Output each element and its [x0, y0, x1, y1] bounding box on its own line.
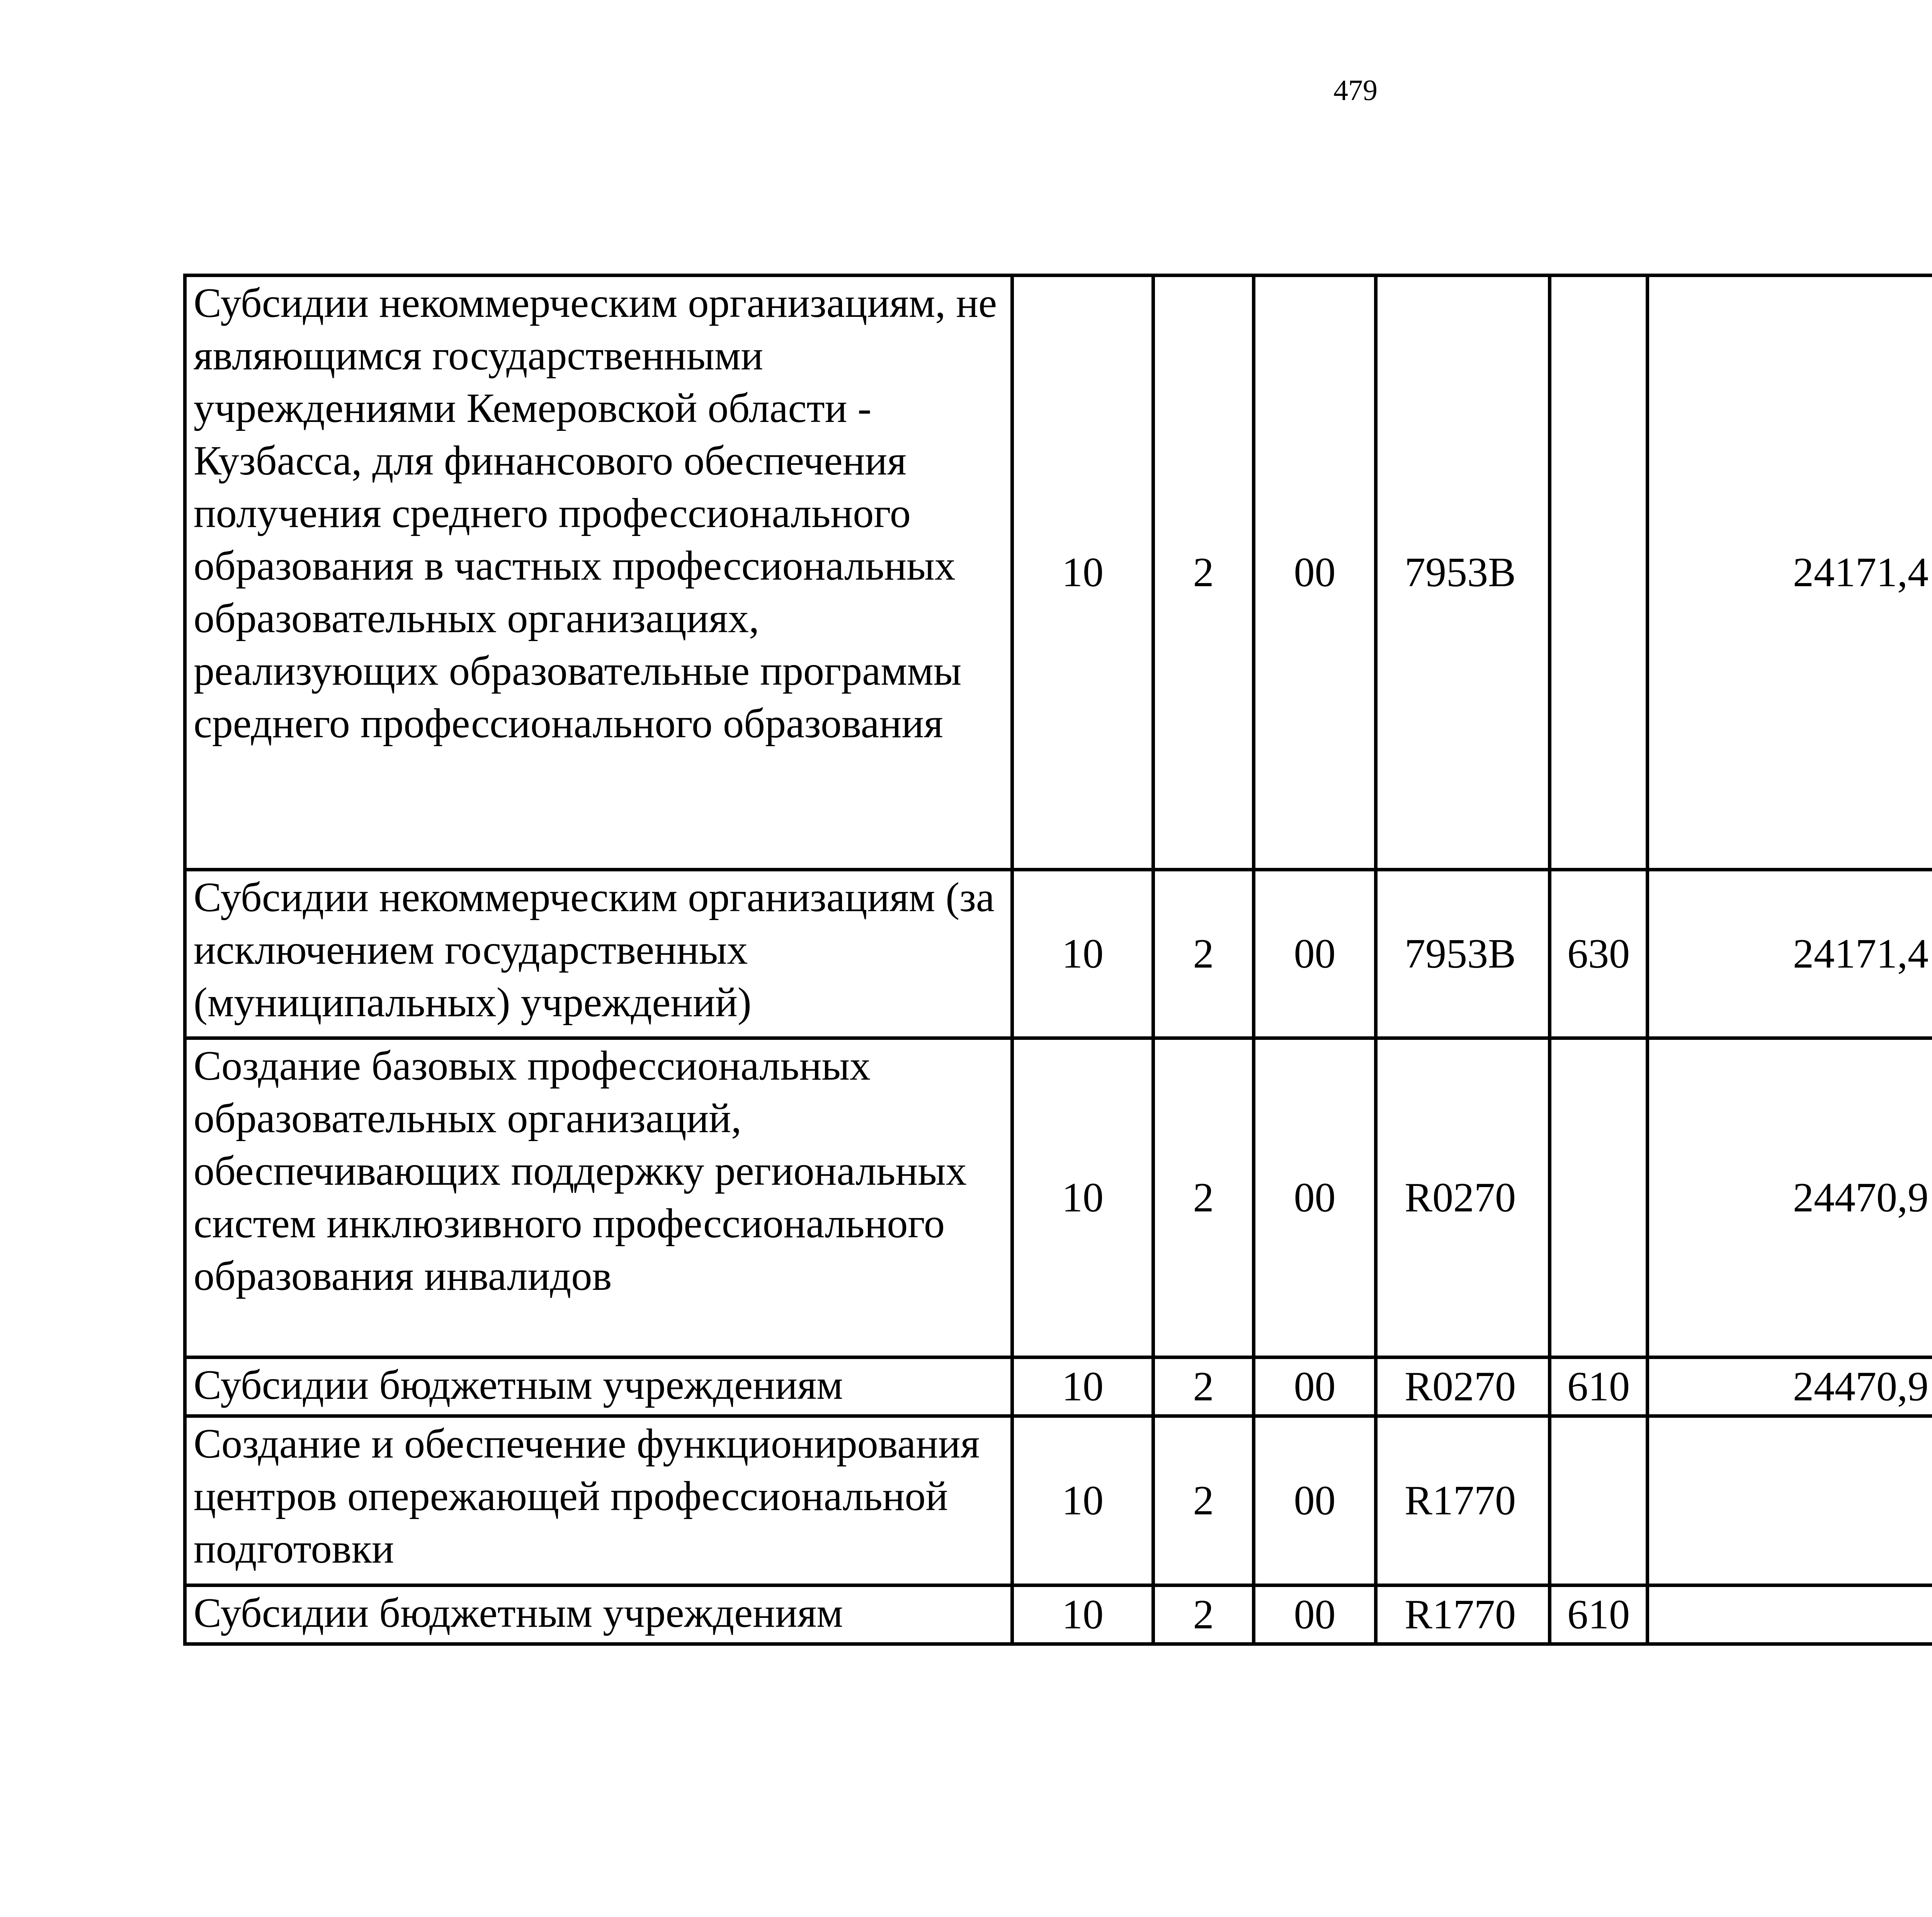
- row-description: Создание и обеспечение функционирования центров опережающей профессиональной подготовки: [185, 1416, 1012, 1585]
- program-cell: 00: [1254, 1416, 1376, 1585]
- program-cell: 00: [1254, 1585, 1376, 1644]
- section-cell: 10: [1012, 1038, 1153, 1357]
- value-1-cell: 24171,4: [1648, 276, 1932, 870]
- row-description: Субсидии некоммерческим организациям (за исключением государственных (муниципальных) учреждений): [185, 870, 1012, 1038]
- program-cell: 00: [1254, 1357, 1376, 1416]
- expense-type-cell: [1550, 1038, 1648, 1357]
- value-1-cell: [1648, 1585, 1932, 1644]
- expense-type-cell: 610: [1550, 1357, 1648, 1416]
- value-1-cell: 24470,9: [1648, 1357, 1932, 1416]
- page-number: 479: [1333, 74, 1378, 107]
- subsection-cell: 2: [1153, 1416, 1254, 1585]
- item-code-cell: R0270: [1376, 1357, 1550, 1416]
- program-cell: 00: [1254, 276, 1376, 870]
- expense-type-cell: [1550, 276, 1648, 870]
- item-code-cell: 7953В: [1376, 870, 1550, 1038]
- table-row: [185, 870, 1932, 1038]
- item-code-cell: R1770: [1376, 1416, 1550, 1585]
- section-cell: 10: [1012, 870, 1153, 1038]
- subsection-cell: 2: [1153, 1357, 1254, 1416]
- value-1-cell: 24470,9: [1648, 1038, 1932, 1357]
- row-description: Субсидии бюджетным учреждениям: [185, 1357, 1012, 1416]
- table-row: [185, 1357, 1932, 1416]
- table-row: [185, 1038, 1932, 1357]
- subsection-cell: 2: [1153, 1038, 1254, 1357]
- table-row: [185, 1416, 1932, 1585]
- row-description: Создание базовых профессиональных образовательных организаций, обеспечивающих поддержку региональных систем инклюзивного профессионального образования инвалидов: [185, 1038, 1012, 1357]
- value-1-cell: [1648, 1416, 1932, 1585]
- subsection-cell: 2: [1153, 276, 1254, 870]
- expense-type-cell: 610: [1550, 1585, 1648, 1644]
- program-cell: 00: [1254, 870, 1376, 1038]
- table-row: [185, 1585, 1932, 1644]
- row-description: Субсидии некоммерческим организациям, не являющимся государственными учреждениями Кемеровской области - Кузбасса, для финансового обеспечения получения среднего профессионального образования в частных профессиональных образовательных организациях, реализующих образовательные программы среднего профессионального образования: [185, 276, 1012, 870]
- expense-type-cell: [1550, 1416, 1648, 1585]
- subsection-cell: 2: [1153, 870, 1254, 1038]
- table-row: [185, 276, 1932, 870]
- budget-table: [183, 274, 1932, 1646]
- item-code-cell: 7953В: [1376, 276, 1550, 870]
- expense-type-cell: 630: [1550, 870, 1648, 1038]
- section-cell: 10: [1012, 1357, 1153, 1416]
- section-cell: 10: [1012, 1416, 1153, 1585]
- subsection-cell: 2: [1153, 1585, 1254, 1644]
- item-code-cell: R1770: [1376, 1585, 1550, 1644]
- program-cell: 00: [1254, 1038, 1376, 1357]
- item-code-cell: R0270: [1376, 1038, 1550, 1357]
- row-description: Субсидии бюджетным учреждениям: [185, 1585, 1012, 1644]
- section-cell: 10: [1012, 276, 1153, 870]
- value-1-cell: 24171,4: [1648, 870, 1932, 1038]
- section-cell: 10: [1012, 1585, 1153, 1644]
